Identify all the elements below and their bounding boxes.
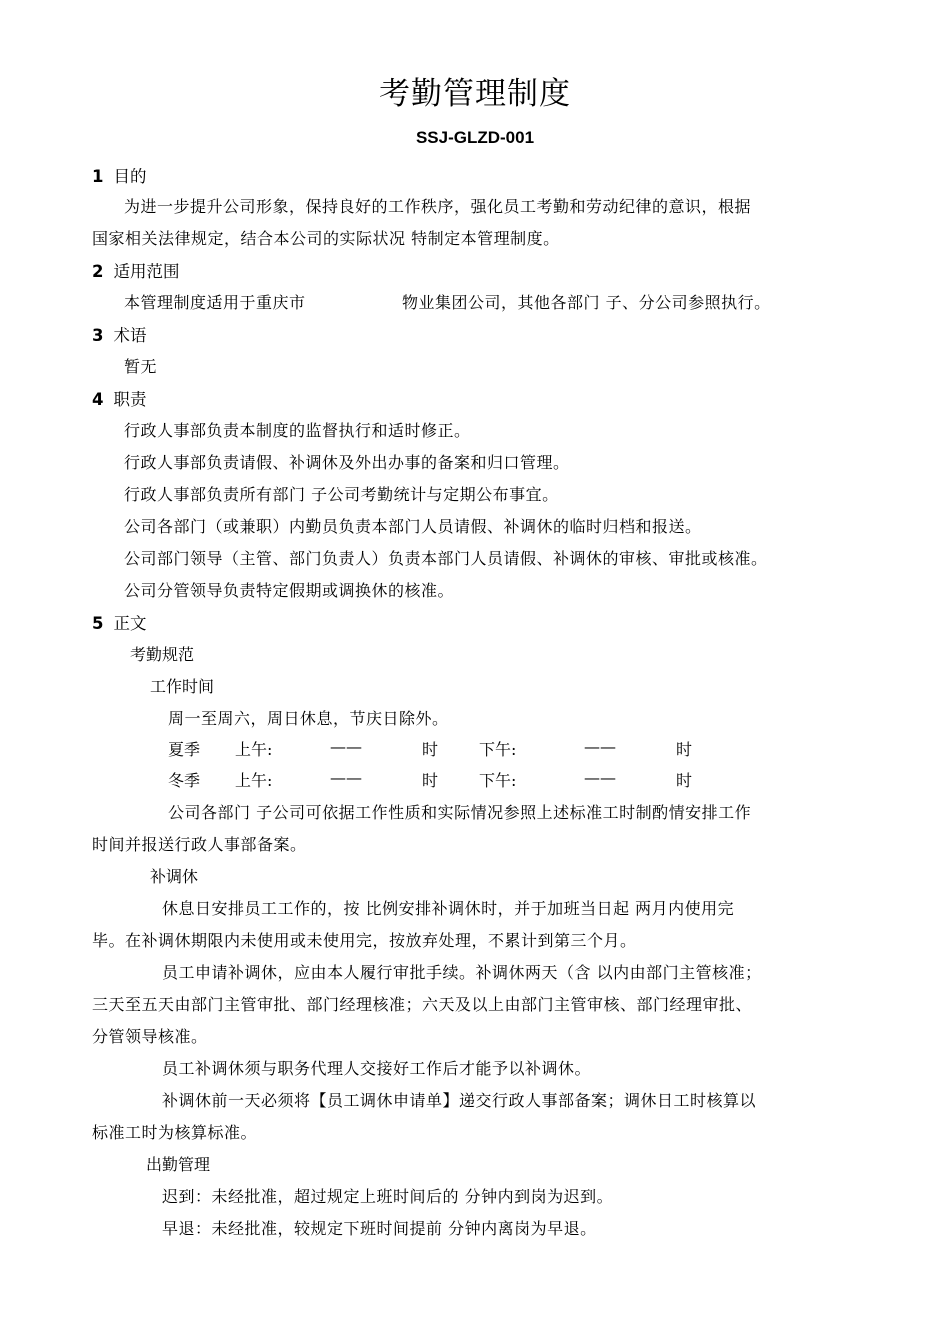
- terms-text: 暂无: [124, 357, 158, 376]
- comp-leave-p3: 员工补调休须与职务代理人交接好工作后才能予以补调休。: [162, 1059, 592, 1078]
- morning-label: 上午:: [235, 771, 273, 790]
- section-number: 4: [92, 390, 104, 409]
- comp-leave-p4-line-1: 补调休前一天必须将【员工调休申请单】递交行政人事部备案；调休日工时核算以: [162, 1091, 757, 1110]
- season-label: 冬季: [168, 771, 201, 790]
- comp-leave-p2-line-2: 三天至五天由部门主管审批、部门经理核准；六天及以上由部门主管审核、部门经理审批、: [92, 995, 753, 1014]
- purpose-line-1: 为进一步提升公司形象，保持良好的工作秩序，强化员工考勤和劳动纪律的意识，根据: [124, 197, 752, 216]
- section-number: 2: [92, 262, 104, 281]
- document-title: 考勤管理制度: [379, 76, 571, 112]
- subheading-attendance-mgmt: 出勤管理: [146, 1155, 211, 1174]
- hour-unit: 时: [422, 771, 439, 790]
- scope-text-part-2: 物业集团公司，其他各部门 子、分公司参照执行。: [402, 293, 771, 312]
- subheading-comp-leave: 补调休: [150, 867, 199, 886]
- comp-leave-p1-line-1: 休息日安排员工工作的，按 比例安排补调休时，并于加班当日起 两月内使用完: [162, 899, 735, 918]
- afternoon-label: 下午:: [479, 771, 517, 790]
- section-number: 3: [92, 326, 104, 345]
- hour-unit: 时: [676, 740, 693, 759]
- morning-label: 上午:: [235, 740, 273, 759]
- dept-schedule-line-2: 时间并报送行政人事部备案。: [92, 835, 307, 854]
- subheading-work-time: 工作时间: [150, 677, 215, 696]
- dash: ——: [584, 737, 616, 756]
- section-number: 5: [92, 614, 104, 633]
- section-heading-purpose: [92, 163, 146, 187]
- dept-schedule-line-1: 公司各部门 子公司可依据工作性质和实际情况参照上述标准工时制酌情安排工作: [168, 803, 752, 822]
- duty-item: 行政人事部负责请假、补调休及外出办事的备案和归口管理。: [124, 453, 570, 472]
- work-days-text: 周一至周六，周日休息，节庆日除外。: [168, 709, 449, 728]
- section-title: 目的: [113, 167, 147, 186]
- duty-item: 公司分管领导负责特定假期或调换休的核准。: [124, 581, 455, 600]
- duty-item: 行政人事部负责所有部门 子公司考勤统计与定期公布事宜。: [124, 485, 559, 504]
- hour-unit: 时: [676, 771, 693, 790]
- early-leave-rule: 早退：未经批准，较规定下班时间提前 分钟内离岗为早退。: [162, 1219, 597, 1238]
- hour-unit: 时: [422, 740, 439, 759]
- comp-leave-p2-line-1: 员工申请补调休，应由本人履行审批手续。补调休两天（含 以内由部门主管核准；: [162, 963, 762, 982]
- section-title: 适用范围: [113, 262, 180, 281]
- subheading-attendance-norms: 考勤规范: [130, 645, 195, 664]
- duty-item: 行政人事部负责本制度的监督执行和适时修正。: [124, 421, 471, 440]
- duty-item: 公司部门领导（主管、部门负责人）负责本部门人员请假、补调休的审核、审批或核准。: [124, 549, 768, 568]
- purpose-line-2: 国家相关法律规定，结合本公司的实际状况 特制定本管理制度。: [92, 229, 560, 248]
- section-heading-scope: [92, 258, 179, 282]
- comp-leave-p4-line-2: 标准工时为核算标准。: [92, 1123, 258, 1142]
- dash: ——: [330, 737, 362, 756]
- scope-text-part-1: 本管理制度适用于重庆市: [124, 293, 306, 312]
- comp-leave-p1-line-2: 毕。在补调休期限内未使用或未使用完，按放弃处理，不累计到第三个月。: [92, 931, 637, 950]
- duty-item: 公司各部门（或兼职）内勤员负责本部门人员请假、补调休的临时归档和报送。: [124, 517, 702, 536]
- late-rule: 迟到：未经批准，超过规定上班时间后的 分钟内到岗为迟到。: [162, 1187, 614, 1206]
- section-heading-terms: [92, 322, 146, 346]
- afternoon-label: 下午:: [479, 740, 517, 759]
- section-number: 1: [92, 167, 104, 186]
- dash: ——: [330, 768, 362, 787]
- dash: ——: [584, 768, 616, 787]
- comp-leave-p2-line-3: 分管领导核准。: [92, 1027, 208, 1046]
- section-title: 术语: [113, 326, 147, 345]
- section-heading-body: [92, 610, 146, 634]
- section-heading-duties: [92, 386, 146, 410]
- document-code: SSJ-GLZD-001: [415, 128, 535, 147]
- section-title: 正文: [113, 614, 147, 633]
- section-title: 职责: [113, 390, 147, 409]
- season-label: 夏季: [168, 740, 201, 759]
